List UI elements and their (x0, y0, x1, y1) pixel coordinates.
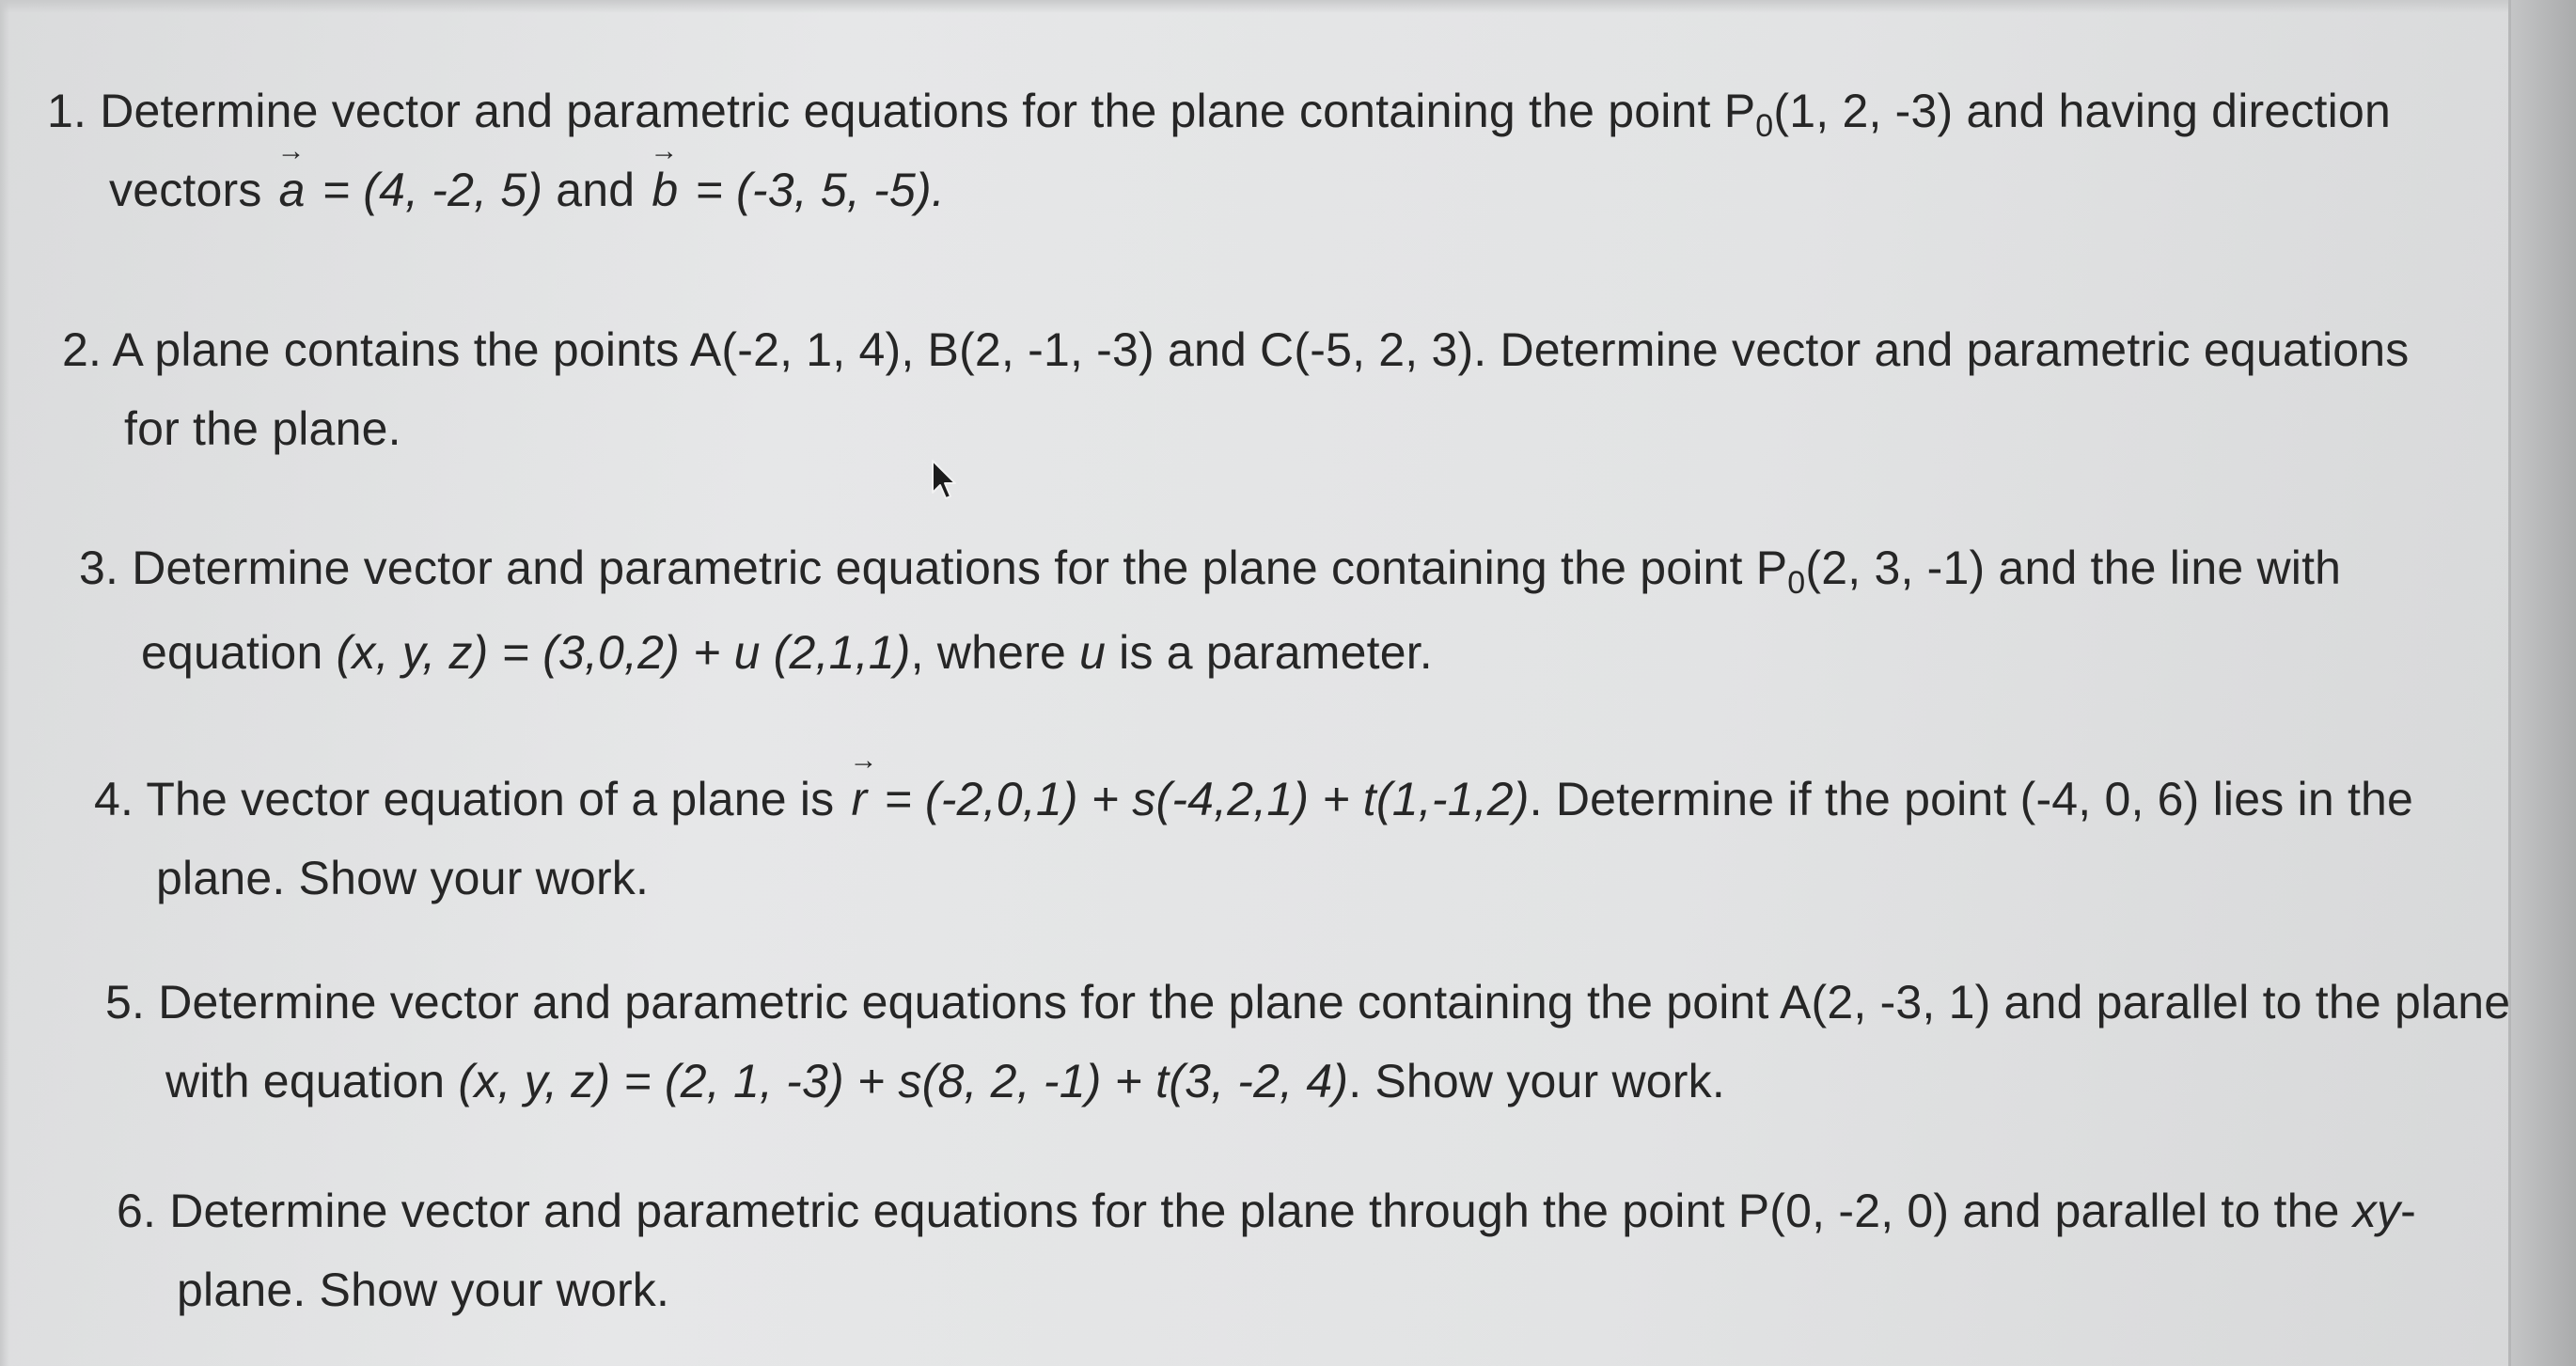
math-expression: = (4, -2, 5) (322, 164, 543, 216)
question-text: equation (141, 626, 323, 679)
question-4-line-1 (94, 745, 2414, 839)
vector-arrow-icon: → (650, 135, 679, 166)
question-3 (79, 528, 2341, 698)
question-text: vectors (109, 164, 262, 216)
question-text: and (556, 164, 636, 216)
question-text: plane. Show your work. (177, 1264, 670, 1316)
question-1-line-2 (47, 135, 2391, 229)
question-6-line-1 (117, 1171, 2416, 1250)
math-expression: = (-2,0,1) + s(-4,2,1) + t(1,-1,2) (884, 773, 1530, 825)
question-4 (94, 745, 2414, 918)
question-number: 4. (94, 773, 134, 825)
question-number: 3. (79, 542, 119, 594)
question-2 (62, 310, 2410, 468)
question-text: A plane contains the points A(-2, 1, 4), B(2, -1, -3) and C(-5, 2, 3). Determine vector and parametric equations (112, 323, 2410, 376)
question-6 (117, 1171, 2416, 1329)
question-4-line-2 (94, 839, 2413, 918)
question-2-line-1 (62, 310, 2410, 389)
vector-letter: a (278, 164, 306, 216)
question-text: (2, 3, -1) and the line with (1805, 542, 2342, 594)
question-text: with equation (165, 1055, 446, 1107)
vector-b (648, 135, 682, 229)
question-text: plane. Show your work. (156, 852, 650, 904)
left-page-edge (0, 0, 9, 1366)
math-variable: u (1079, 626, 1107, 679)
monitor-bezel-edge (2508, 0, 2576, 1366)
question-text: , where (910, 626, 1066, 679)
subscript: 0 (1755, 108, 1774, 144)
question-text: Determine vector and parametric equations for the plane containing the point A(2, -3, 1) and parallel to the plane (158, 976, 2511, 1028)
question-3-line-2 (79, 607, 2341, 698)
math-expression: = (-3, 5, -5). (695, 164, 945, 216)
question-number: 5. (105, 976, 146, 1028)
question-text: for the plane. (124, 402, 401, 455)
vector-arrow-icon: → (849, 745, 878, 776)
vector-r (847, 745, 878, 839)
question-number: 1. (47, 85, 87, 137)
question-text: is a parameter. (1119, 626, 1433, 679)
math-expression: (x, y, z) = (3,0,2) + u (2,1,1) (336, 626, 911, 679)
vector-a (275, 135, 309, 229)
question-text: . Show your work. (1348, 1055, 1725, 1107)
vector-letter: b (652, 164, 679, 216)
math-variable: xy (2352, 1185, 2401, 1237)
question-text: - (2400, 1185, 2417, 1237)
math-expression: (x, y, z) = (2, 1, -3) + s(8, 2, -1) + t(3, -2, 4) (458, 1055, 1349, 1107)
question-text: The vector equation of a plane is (146, 773, 835, 825)
question-5 (105, 963, 2510, 1121)
question-6-line-2 (117, 1250, 2416, 1329)
vector-arrow-icon: → (276, 135, 306, 166)
vector-letter: r (851, 773, 868, 825)
question-text: . Determine if the point (-4, 0, 6) lies in the (1529, 773, 2414, 825)
question-text: Determine vector and parametric equations for the plane containing the point P (132, 542, 1788, 594)
mouse-pointer-arrow-icon (931, 459, 959, 502)
top-shadow-band (0, 0, 2576, 13)
subscript: 0 (1787, 565, 1806, 601)
question-number: 6. (117, 1185, 157, 1237)
question-text: Determine vector and parametric equations for the plane containing the point P (100, 85, 1756, 137)
question-2-line-2 (62, 389, 2410, 468)
question-text: (1, 2, -3) and having direction (1773, 85, 2391, 137)
question-1-line-1 (47, 71, 2391, 150)
question-text: Determine vector and parametric equations for the plane through the point P(0, -2, 0) and parallel to the (169, 1185, 2340, 1237)
question-number: 2. (62, 323, 102, 376)
question-5-line-2 (105, 1042, 2510, 1121)
question-3-line-1 (79, 528, 2341, 607)
question-5-line-1 (105, 963, 2510, 1042)
question-1 (47, 71, 2391, 229)
